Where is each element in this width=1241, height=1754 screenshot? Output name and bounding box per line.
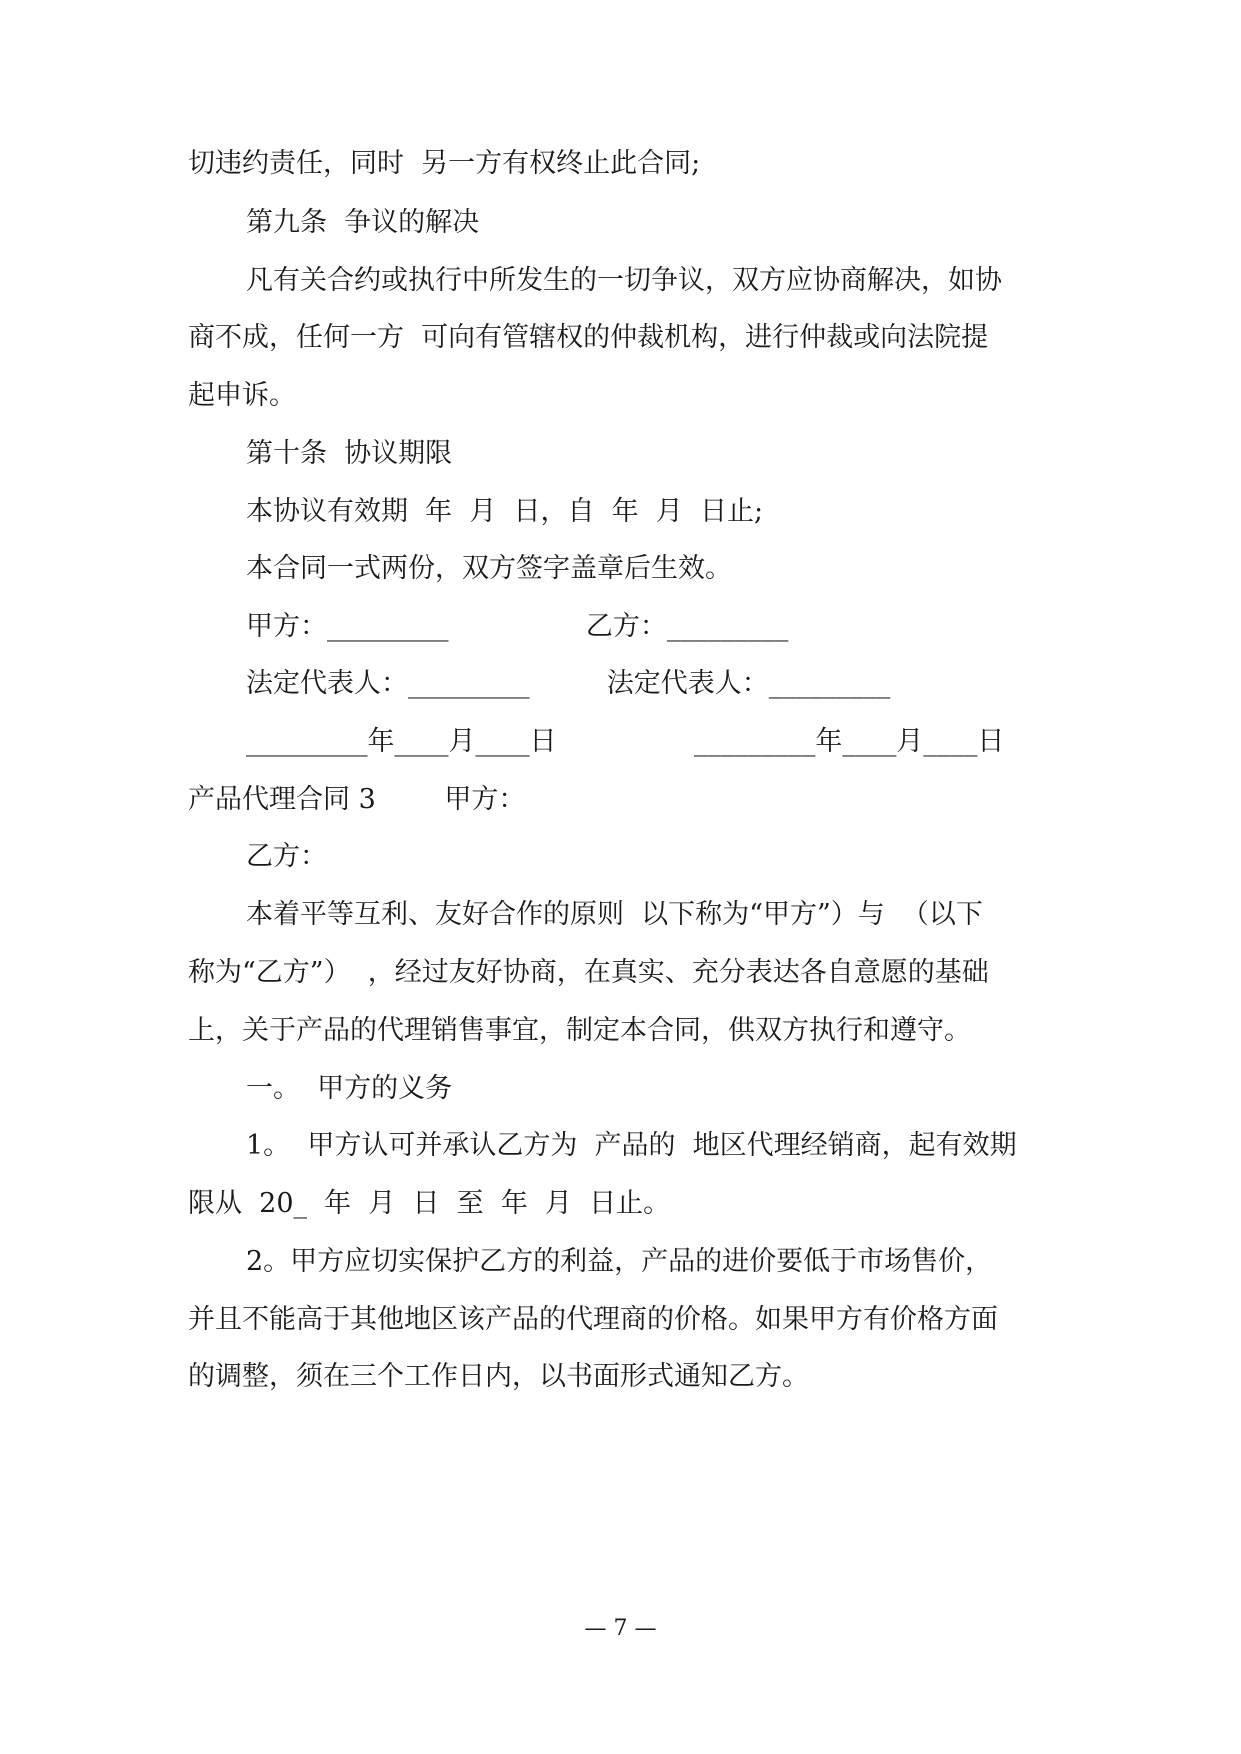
text-line: 本着平等互利、友好合作的原则 以下称为“甲方”）与 （以下 [246, 899, 983, 930]
text-line: 乙方： [246, 841, 327, 872]
section-heading: 第十条 协议期限 [246, 438, 453, 469]
text-line: 本合同一式两份，双方签字盖章后生效。 [246, 553, 732, 584]
text-line: 2。甲方应切实保护乙方的利益，产品的进价要低于市场售价， [246, 1246, 993, 1277]
text-line: 起申诉。 [188, 380, 296, 411]
text-line: 上，关于产品的代理销售事宜，制定本合同，供双方执行和遵守。 [188, 1015, 971, 1046]
contract-title-line: 产品代理合同 3 甲方： [188, 784, 526, 815]
text-line: 商不成，任何一方 可向有管辖权的仲裁机构，进行仲裁或向法院提 [188, 322, 989, 353]
text-line: 称为“乙方”） ，经过友好协商，在真实、充分表达各自意愿的基础 [188, 957, 989, 988]
text-line: 的调整，须在三个工作日内，以书面形式通知乙方。 [188, 1361, 809, 1392]
signature-line-dates: _________年____月____日 _________年____月____日 [246, 726, 1005, 757]
text-line: 本协议有效期 年 月 日，自 年 月 日止; [246, 496, 764, 527]
text-line: 凡有关合约或执行中所发生的一切争议，双方应协商解决，如协 [246, 265, 1002, 296]
section-heading: 一。 甲方的义务 [246, 1073, 453, 1104]
text-line: 并且不能高于其他地区该产品的代理商的价格。如果甲方有价格方面 [188, 1304, 998, 1335]
page-number: — 7 — [584, 1616, 657, 1641]
signature-line-representatives: 法定代表人：_________ 法定代表人：_________ [246, 668, 891, 699]
section-heading: 第九条 争议的解决 [246, 207, 480, 238]
text-line: 限从 20_ 年 月 日 至 年 月 日止。 [188, 1188, 671, 1219]
text-line: 切违约责任，同时 另一方有权终止此合同; [188, 148, 701, 179]
signature-line-parties: 甲方：_________ 乙方：_________ [246, 611, 789, 642]
text-line: 1。 甲方认可并承认乙方为 产品的 地区代理经销商，起有效期 [246, 1130, 1017, 1161]
